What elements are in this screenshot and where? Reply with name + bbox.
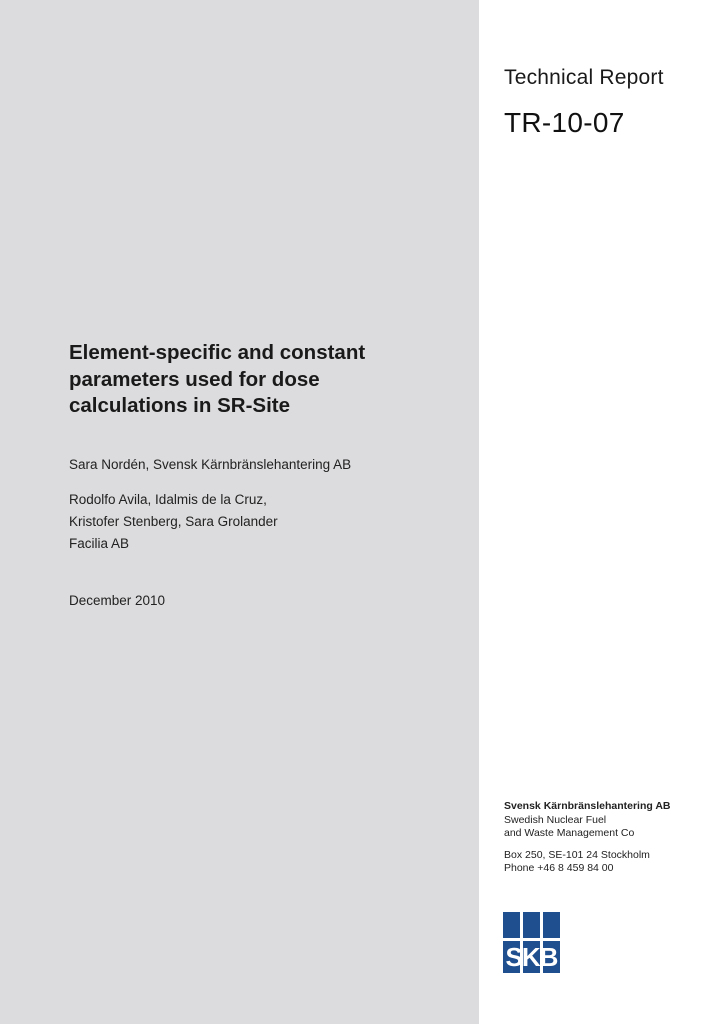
publisher-phone: Phone +46 8 459 84 00 [504, 862, 614, 874]
author-line-primary: Sara Nordén, Svensk Kärnbränslehantering AB [69, 457, 352, 472]
publisher-name: Svensk Kärnbränslehantering AB [504, 800, 671, 812]
title-line: parameters used for dose [69, 367, 320, 391]
logo-stripe [503, 938, 560, 941]
title-line: Element-specific and constant [69, 341, 366, 364]
title-line: calculations in SR-Site [69, 394, 290, 417]
author-line: Kristofer Stenberg, Sara Grolander [69, 514, 278, 529]
author-line: Rodolfo Avila, Idalmis de la Cruz, [69, 492, 267, 507]
report-type-label: Technical Report [504, 66, 664, 89]
report-number: TR-10-07 [504, 107, 625, 138]
author-affiliation: Facilia AB [69, 536, 130, 551]
publisher-subtitle: and Waste Management Co [504, 827, 635, 839]
document-title [69, 340, 429, 420]
publisher-subtitle: Swedish Nuclear Fuel [504, 813, 607, 826]
publication-date: December 2010 [69, 593, 166, 608]
publisher-info [504, 800, 714, 876]
logo-text: SKB [505, 942, 558, 972]
publisher-address: Box 250, SE-101 24 Stockholm [504, 848, 650, 861]
skb-logo-icon [503, 912, 560, 973]
